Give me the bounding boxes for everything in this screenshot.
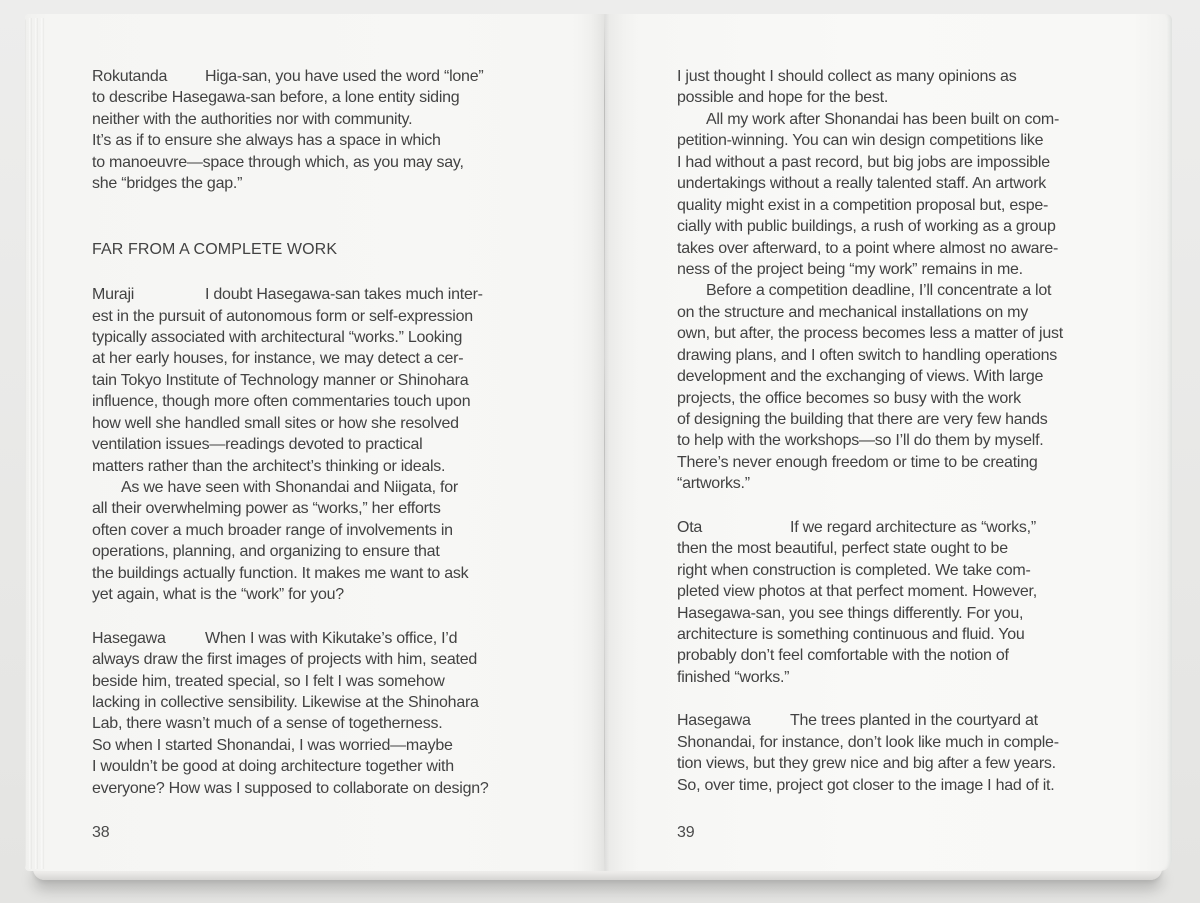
text-line: to help with the workshops—so I’ll do them by myself. bbox=[677, 432, 1044, 450]
speech-block bbox=[92, 284, 602, 606]
text-line: right when construction is completed. We take com- bbox=[677, 561, 1031, 579]
text-line: There’s never enough freedom or time to be creating bbox=[677, 453, 1038, 471]
book-spread bbox=[25, 14, 1172, 871]
text-line: yet again, what is the “work” for you? bbox=[92, 586, 344, 604]
text-line: It’s as if to ensure she always has a space in which bbox=[92, 132, 441, 150]
text-line: Before a competition deadline, I’ll concentrate a lot bbox=[706, 282, 1052, 300]
page-left bbox=[25, 14, 602, 871]
paragraph bbox=[677, 710, 1172, 796]
text-line: ness of the project being “my work” remains in me. bbox=[677, 260, 1023, 278]
page-39-content bbox=[602, 14, 1172, 796]
text-line: petition-winning. You can win design competitions like bbox=[677, 132, 1044, 150]
text-line: quality might exist in a competition proposal but, espe- bbox=[677, 196, 1049, 214]
text-line: cially with public buildings, a rush of working as a group bbox=[677, 218, 1056, 236]
text-line: operations, planning, and organizing to ensure that bbox=[92, 543, 440, 561]
text-line: to describe Hasegawa-san before, a lone entity siding bbox=[92, 89, 460, 107]
text-block bbox=[677, 66, 1172, 495]
text-line: Ota If we regard architecture as “works,” bbox=[677, 517, 1172, 538]
text-line: typically associated with architectural “works.” Looking bbox=[92, 328, 463, 346]
text-line: lacking in collective sensibility. Likewise at the Shinohara bbox=[92, 693, 479, 711]
text-line: often cover a much broader range of involvements in bbox=[92, 521, 453, 539]
paragraph bbox=[92, 477, 602, 606]
speech-block bbox=[92, 66, 602, 195]
text-line: tion views, but they grew nice and big after a few years. bbox=[677, 755, 1056, 773]
text-line: So when I started Shonandai, I was worried—maybe bbox=[92, 736, 453, 754]
text-line: drawing plans, and I often switch to handling operations bbox=[677, 346, 1058, 364]
speaker-label: Hasegawa bbox=[677, 712, 751, 730]
text-line: I just thought I should collect as many opinions as bbox=[677, 68, 1017, 85]
text-line: finished “works.” bbox=[677, 668, 790, 686]
text-line: always draw the first images of projects with him, seated bbox=[92, 651, 478, 669]
page-38-content bbox=[25, 14, 602, 799]
text-line: neither with the authorities nor with community. bbox=[92, 110, 413, 128]
text-line: probably don’t feel comfortable with the notion of bbox=[677, 647, 1009, 665]
paragraph bbox=[677, 280, 1172, 494]
text-line: how well she handled small sites or how she resolved bbox=[92, 414, 459, 432]
text-line: pleted view photos at that perfect moment. However, bbox=[677, 583, 1037, 601]
text-line: own, but after, the process becomes less a matter of just bbox=[677, 325, 1063, 343]
text-line: takes over afterward, to a point where almost no aware- bbox=[677, 239, 1059, 257]
text-line: I wouldn’t be good at doing architecture together with bbox=[92, 758, 454, 776]
text-line: undertakings without a really talented staff. An artwork bbox=[677, 175, 1047, 193]
text-line: est in the pursuit of autonomous form or self-expression bbox=[92, 307, 473, 325]
paragraph bbox=[677, 517, 1172, 689]
text-line: All my work after Shonandai has been built on com- bbox=[706, 110, 1060, 128]
paragraph bbox=[92, 66, 602, 195]
text-line: she “bridges the gap.” bbox=[92, 175, 243, 193]
speaker-label: Hasegawa bbox=[92, 629, 166, 647]
paragraph bbox=[92, 284, 602, 477]
text-line: all their overwhelming power as “works,” her efforts bbox=[92, 500, 441, 518]
text-line: Hasegawa The trees planted in the courtyard at bbox=[677, 710, 1172, 731]
section-heading: FAR FROM A COMPLETE WORK bbox=[92, 240, 338, 258]
speaker-label: Ota bbox=[677, 518, 703, 536]
text-line: So, over time, project got closer to the image I had of it. bbox=[677, 776, 1055, 794]
text-line: Lab, there wasn’t much of a sense of togetherness. bbox=[92, 715, 443, 733]
text-line: Hasegawa When I was with Kikutake’s office, I’d bbox=[92, 628, 602, 649]
text-line: then the most beautiful, perfect state ought to be bbox=[677, 540, 1008, 558]
text-line: possible and hope for the best. bbox=[677, 89, 889, 107]
text-line: projects, the office becomes so busy with the work bbox=[677, 389, 1021, 407]
text-line: “artworks.” bbox=[677, 475, 750, 493]
speech-block bbox=[92, 628, 602, 800]
paragraph bbox=[677, 109, 1172, 281]
text-line: Shonandai, for instance, don’t look like much in comple- bbox=[677, 733, 1059, 751]
text-line: on the structure and mechanical installations on my bbox=[677, 303, 1028, 321]
speaker-label: Muraji bbox=[92, 286, 135, 304]
text-line: tain Tokyo Institute of Technology manner or Shinohara bbox=[92, 371, 469, 389]
text-line: the buildings actually function. It makes me want to ask bbox=[92, 564, 469, 582]
text-line: to manoeuvre—space through which, as you may say, bbox=[92, 153, 464, 171]
text-line: development and the exchanging of views. With large bbox=[677, 368, 1044, 386]
text-line: everyone? How was I supposed to collaborate on design? bbox=[92, 779, 489, 797]
paragraph bbox=[677, 66, 1172, 109]
text-line: influence, though more often commentaries touch upon bbox=[92, 393, 471, 411]
page-number-38: 38 bbox=[92, 824, 110, 841]
speech-block bbox=[677, 517, 1172, 689]
text-line: beside him, treated special, so I felt I was somehow bbox=[92, 672, 445, 690]
text-line: Muraji I doubt Hasegawa-san takes much inter- bbox=[92, 284, 602, 305]
text-line: ventilation issues—readings devoted to practical bbox=[92, 436, 423, 454]
page-right bbox=[602, 14, 1172, 871]
page-number-39: 39 bbox=[677, 824, 695, 841]
text-line: Rokutanda Higa-san, you have used the word “lone” bbox=[92, 66, 602, 87]
text-line: matters rather than the architect’s thinking or ideals. bbox=[92, 457, 446, 475]
paragraph bbox=[92, 628, 602, 800]
text-line: at her early houses, for instance, we may detect a cer- bbox=[92, 350, 464, 368]
text-line: of designing the building that there are very few hands bbox=[677, 411, 1048, 428]
speech-block bbox=[677, 710, 1172, 796]
text-line: architecture is something continuous and fluid. You bbox=[677, 625, 1025, 643]
text-line: As we have seen with Shonandai and Niigata, for bbox=[121, 479, 458, 497]
text-line: Hasegawa-san, you see things differently. For you, bbox=[677, 604, 1024, 622]
speaker-label: Rokutanda bbox=[92, 68, 168, 85]
text-line: I had without a past record, but big jobs are impossible bbox=[677, 153, 1050, 171]
